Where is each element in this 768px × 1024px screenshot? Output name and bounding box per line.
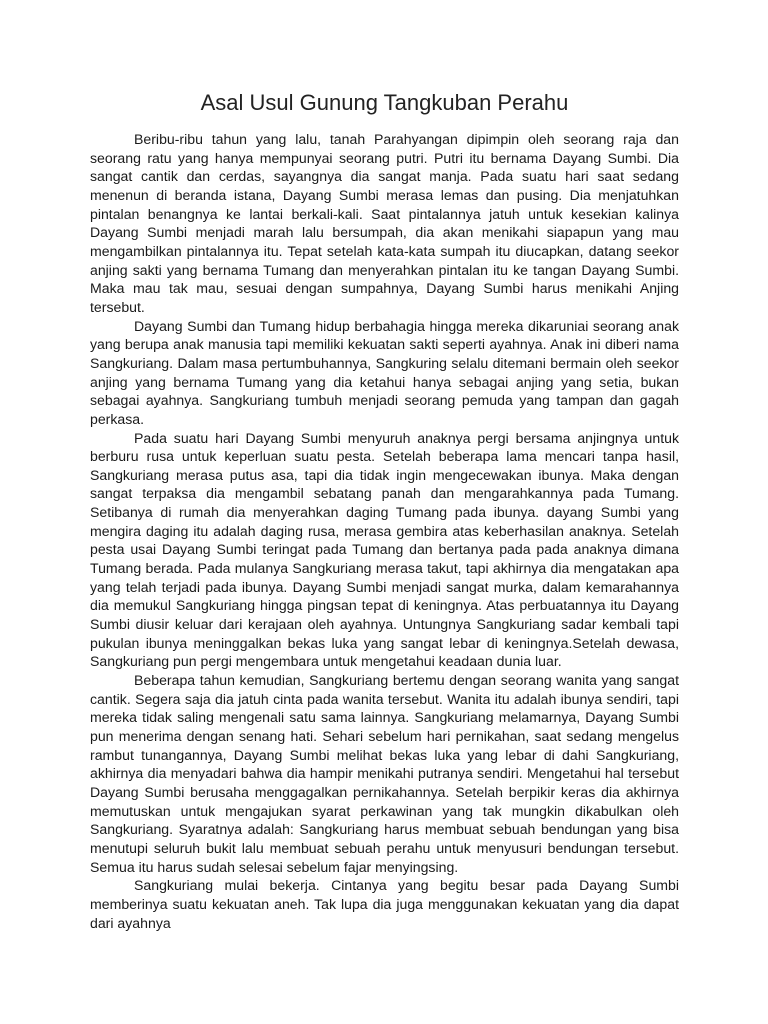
paragraph-1: Beribu-ribu tahun yang lalu, tanah Parahyangan dipimpin oleh seorang raja dan seorang ratu yang hanya mempunyai seorang putri. Putri itu bernama Dayang Sumbi. Dia sangat cantik dan cerdas, sayangnya dia sangat manja. Pada suatu hari saat sedang menenun di beranda istana, Dayang Sumbi merasa lemas dan pusing. Dia menjatuhkan pintalan benangnya ke lantai berkali-kali. Saat pintalannya jatuh untuk kesekian kalinya Dayang Sumbi menjadi marah lalu bersumpah, dia akan menikahi siapapun yang mau mengambilkan pintalannya itu. Tepat setelah kata-kata sumpah itu diucapkan, datang seekor anjing sakti yang bernama Tumang dan menyerahkan pintalan itu ke tangan Dayang Sumbi. Maka mau tak mau, sesuai dengan sumpahnya, Dayang Sumbi harus menikahi Anjing tersebut.	[90, 131, 679, 315]
document-page	[90, 88, 679, 932]
paragraph-2: Dayang Sumbi dan Tumang hidup berbahagia hingga mereka dikaruniai seorang anak yang berupa anak manusia tapi memiliki kekuatan sakti seperti ayahnya. Anak ini diberi nama Sangkuriang. Dalam masa pertumbuhannya, Sangkuring selalu ditemani bermain oleh seekor anjing yang bernama Tumang yang dia ketahui hanya sebagai anjing yang setia, bukan sebagai ayahnya. Sangkuriang tumbuh menjadi seorang pemuda yang tampan dan gagah perkasa.	[90, 317, 679, 427]
paragraph-4: Beberapa tahun kemudian, Sangkuriang bertemu dengan seorang wanita yang sangat cantik. Segera saja dia jatuh cinta pada wanita tersebut. Wanita itu adalah ibunya sendiri, tapi mereka tidak saling mengenali satu sama lainnya. Sangkuriang melamarnya, Dayang Sumbi pun menerima dengan senang hati. Sehari sebelum hari pernikahan, saat sedang mengelus rambut tunangannya, Dayang Sumbi melihat bekas luka yang lebar di dahi Sangkuriang, akhirnya dia menyadari bahwa dia hampir menikahi putranya sendiri. Mengetahui hal tersebut Dayang Sumbi berusaha menggagalkan pernikahannya. Setelah berpikir keras dia akhirnya memutuskan untuk mengajukan syarat perkawinan yang tak mungkin dikabulkan oleh Sangkuriang. Syaratnya adalah: Sangkuriang harus membuat sebuah bendungan yang bisa menutupi seluruh bukit lalu membuat sebuah perahu untuk menyusuri bendungan tersebut. Semua itu harus sudah selesai sebelum fajar menyingsing.	[90, 672, 679, 875]
document-title: Asal Usul Gunung Tangkuban Perahu	[200, 90, 569, 115]
paragraph-5: Sangkuriang mulai bekerja. Cintanya yang begitu besar pada Dayang Sumbi memberinya suatu kekuatan aneh. Tak lupa dia juga menggunakan kekuatan yang dia dapat dari ayahnya	[90, 877, 679, 931]
paragraph-3: Pada suatu hari Dayang Sumbi menyuruh anaknya pergi bersama anjingnya untuk berburu rusa untuk keperluan suatu pesta. Setelah beberapa lama mencari tanpa hasil, Sangkuriang merasa putus asa, tapi dia tidak ingin mengecewakan ibunya. Maka dengan sangat terpaksa dia mengambil sebatang panah dan mengarahkannya pada Tumang. Setibanya di rumah dia menyerahkan daging Tumang pada ibunya. dayang Sumbi yang mengira daging itu adalah daging rusa, merasa gembira atas keberhasilan anaknya. Setelah pesta usai Dayang Sumbi teringat pada Tumang dan bertanya pada pada anaknya dimana Tumang berada. Pada mulanya Sangkuriang merasa takut, tapi akhirnya dia mengatakan apa yang telah terjadi pada ibunya. Dayang Sumbi menjadi sangat murka, dalam kemarahannya dia memukul Sangkuriang hingga pingsan tepat di keningnya. Atas perbuatannya itu Dayang Sumbi diusir keluar dari kerajaan oleh ayahnya. Untungnya Sangkuriang sadar kembali tapi pukulan ibunya meninggalkan bekas luka yang sangat lebar di keningnya.Setelah dewasa, Sangkuriang pun pergi mengembara untuk mengetahui keadaan dunia luar.	[90, 429, 679, 670]
